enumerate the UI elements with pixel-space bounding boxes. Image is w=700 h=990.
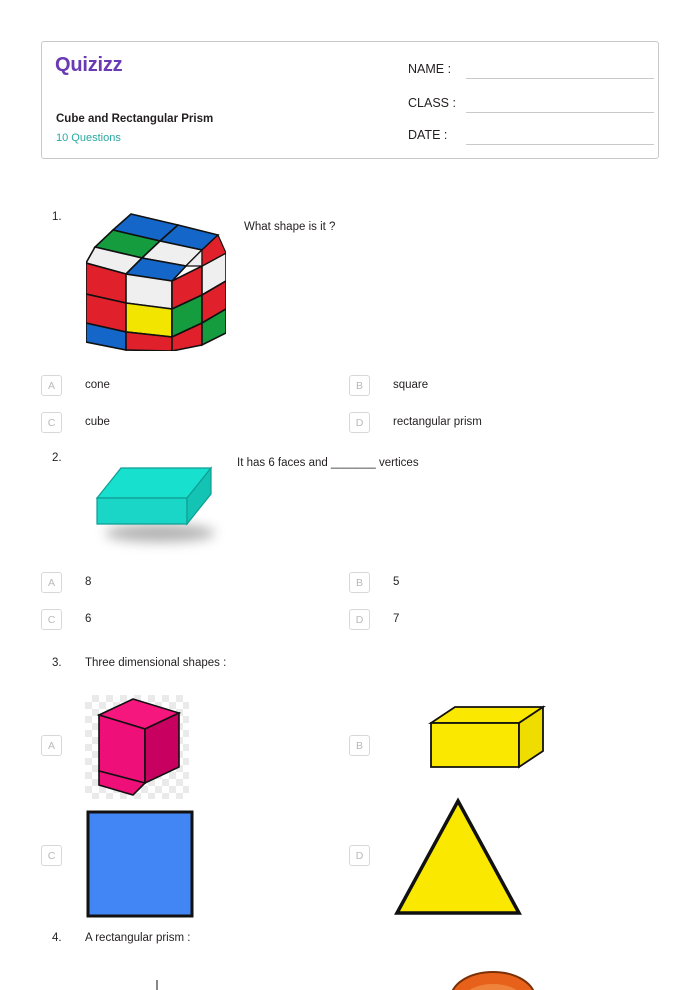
name-input[interactable] [466,78,654,79]
option-label-b: 5 [393,576,400,588]
name-field-row [408,61,659,85]
question-1-option-d[interactable] [349,412,639,434]
name-field-label: NAME : [408,62,452,76]
question-4-text: A rectangular prism : [85,932,191,944]
question-3-number: 3. [52,657,62,669]
question-2-option-a[interactable] [41,572,331,594]
question-1-option-b[interactable] [349,375,639,397]
blue-square-icon [85,809,195,919]
question-1-text: What shape is it ? [244,221,336,233]
pink-cube-icon [85,695,189,799]
question-3-text: Three dimensional shapes : [85,657,227,669]
question-2-text: It has 6 faces and _______ vertices [237,457,419,469]
student-info-fields [368,42,659,160]
option-label-b: square [393,379,429,391]
option-key-d: D [349,609,370,630]
yellow-triangle-icon [393,797,523,919]
question-1-option-a[interactable] [41,375,331,397]
question-1-option-c[interactable] [41,412,331,434]
option-key-d: D [349,412,370,433]
question-2-number: 2. [52,452,62,464]
question-4-number: 4. [52,932,62,944]
question-2-option-b[interactable] [349,572,639,594]
option-label-a: 8 [85,576,92,588]
date-field-label: DATE : [408,128,448,142]
class-field-label: CLASS : [408,96,456,110]
page-title: Cube and Rectangular Prism [56,113,214,125]
question-1-number: 1. [52,211,62,223]
brand-logo [55,54,123,77]
option-label-d: 7 [393,613,400,625]
option-label-c: cube [85,416,110,428]
question-4 [41,932,659,990]
date-input[interactable] [466,144,654,145]
question-2-option-c[interactable] [41,609,331,631]
question-count: 10 Questions [56,132,121,144]
option-label-d: rectangular prism [393,416,482,428]
option-label-a: cone [85,379,110,391]
option-label-c: 6 [85,613,92,625]
question-2-option-d[interactable] [349,609,639,631]
class-input[interactable] [466,112,654,113]
brand-logo-text: Quizizz [55,54,123,76]
yellow-rectangular-prism-icon [407,705,547,777]
option-key-a: A [41,735,62,756]
option-key-b: B [349,735,370,756]
class-field-row [408,95,659,119]
header-card [41,41,659,159]
option-key-d: D [349,845,370,866]
date-field-row [408,127,659,151]
option-key-c: C [41,609,62,630]
option-key-a: A [41,375,62,396]
option-key-b: B [349,572,370,593]
option-key-a: A [41,572,62,593]
rubiks-cube-icon [86,211,226,351]
option-key-c: C [41,412,62,433]
teal-rectangular-prism-icon [91,462,221,552]
option-key-b: B [349,375,370,396]
option-key-c: C [41,845,62,866]
partial-figure-left-icon [133,964,193,990]
partial-figure-right-orange-icon [433,954,553,990]
